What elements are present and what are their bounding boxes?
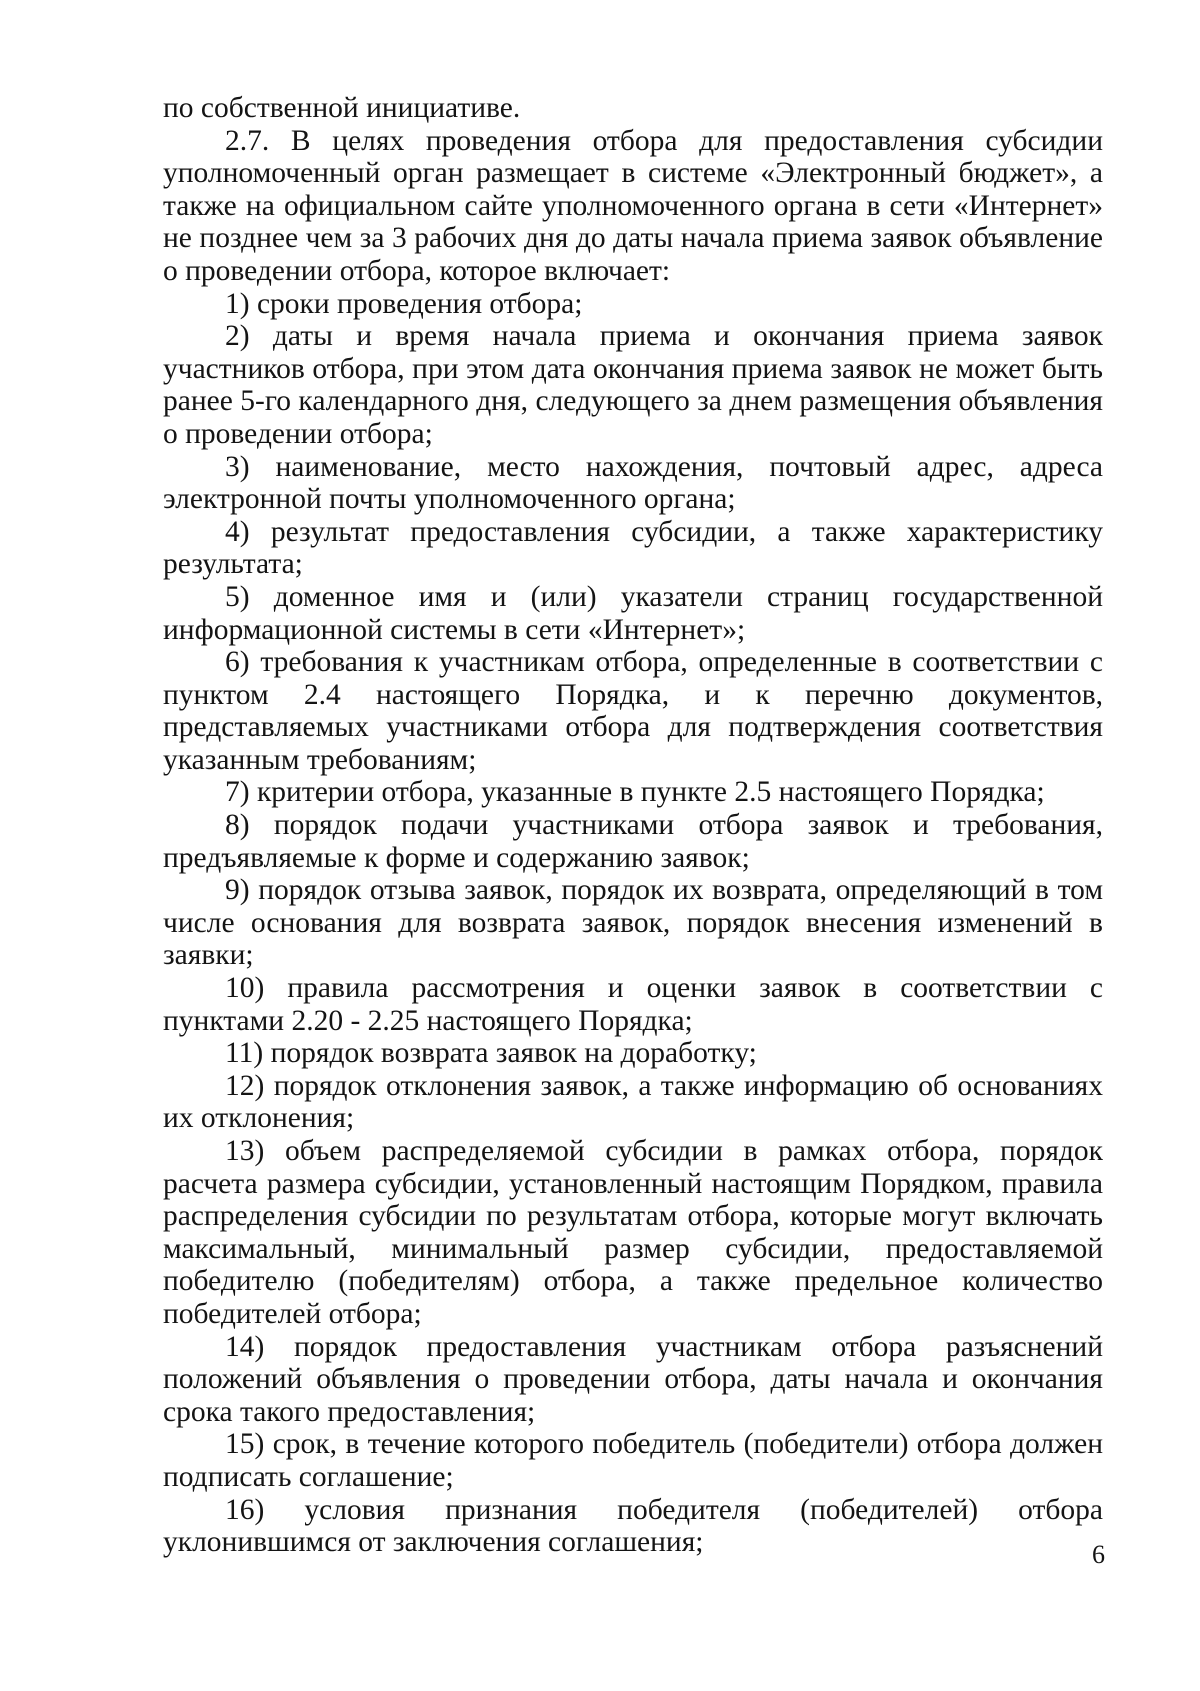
- list-item-3: 3) наименование, место нахождения, почтовый адрес, адреса электронной почты уполномоченного органа;: [163, 450, 1103, 516]
- list-item-7: 7) критерии отбора, указанные в пункте 2.5 настоящего Порядка;: [225, 776, 1045, 809]
- list-item-8: 8) порядок подачи участниками отбора заявок и требования, предъявляемые к форме и содержанию заявок;: [163, 809, 1103, 874]
- list-item-12: 12) порядок отклонения заявок, а также информацию об основаниях их отклонения;: [163, 1069, 1103, 1135]
- page-number: 6: [1092, 1540, 1105, 1569]
- list-item-11: 11) порядок возврата заявок на доработку;: [225, 1037, 757, 1070]
- list-item-16: 16) условия признания победителя (победителей) отбора уклонившимся от заключения соглашения;: [163, 1493, 1103, 1559]
- list-item-14: 14) порядок предоставления участникам отбора разъяснений положений объявления о проведении отбора, даты начала и окончания срока такого предоставления;: [163, 1330, 1103, 1428]
- list-item-10: 10) правила рассмотрения и оценки заявок в соответствии с пунктами 2.20 - 2.25 настоящего Порядка;: [163, 972, 1103, 1037]
- paragraph-continuation: по собственной инициативе.: [163, 92, 521, 124]
- list-item-2: 2) даты и время начала приема и окончания приема заявок участников отбора, при этом дата окончания приема заявок не может быть ранее 5-го календарного дня, следующего за днем размещения объявления о проведении отбора;: [163, 320, 1103, 450]
- list-item-15: 15) срок, в течение которого победитель (победители) отбора должен подписать соглашение;: [163, 1428, 1103, 1493]
- list-item-1: 1) сроки проведения отбора;: [225, 287, 583, 320]
- list-item-9: 9) порядок отзыва заявок, порядок их возврата, определяющий в том числе основания для возврата заявок, порядок внесения изменений в заявки;: [163, 874, 1103, 972]
- list-item-13: 13) объем распределяемой субсидии в рамках отбора, порядок расчета размера субсидии, установленный настоящим Порядком, правила распределения субсидии по результатам отбора, которые могут включать максимальный, минимальный размер субсидии, предоставляемой победителю (победителям) отбора, а также предельное количество победителей отбора;: [163, 1135, 1103, 1330]
- list-item-6: 6) требования к участникам отбора, определенные в соответствии с пунктом 2.4 настоящего Порядка, и к перечню документов, представляемых участниками отбора для подтверждения соответствия указанным требованиям;: [163, 646, 1103, 776]
- list-item-5: 5) доменное имя и (или) указатели страниц государственной информационной системы в сети «Интернет»;: [163, 580, 1103, 646]
- document-body: [163, 92, 1103, 1559]
- paragraph-2-7: 2.7. В целях проведения отбора для предоставления субсидии уполномоченный орган размещает в системе «Электронный бюджет», а также на официальном сайте уполномоченного органа в сети «Интернет» не позднее чем за 3 рабочих дня до даты начала приема заявок объявление о проведении отбора, которое включает:: [163, 124, 1103, 287]
- list-item-4: 4) результат предоставления субсидии, а также характеристику результата;: [163, 515, 1103, 581]
